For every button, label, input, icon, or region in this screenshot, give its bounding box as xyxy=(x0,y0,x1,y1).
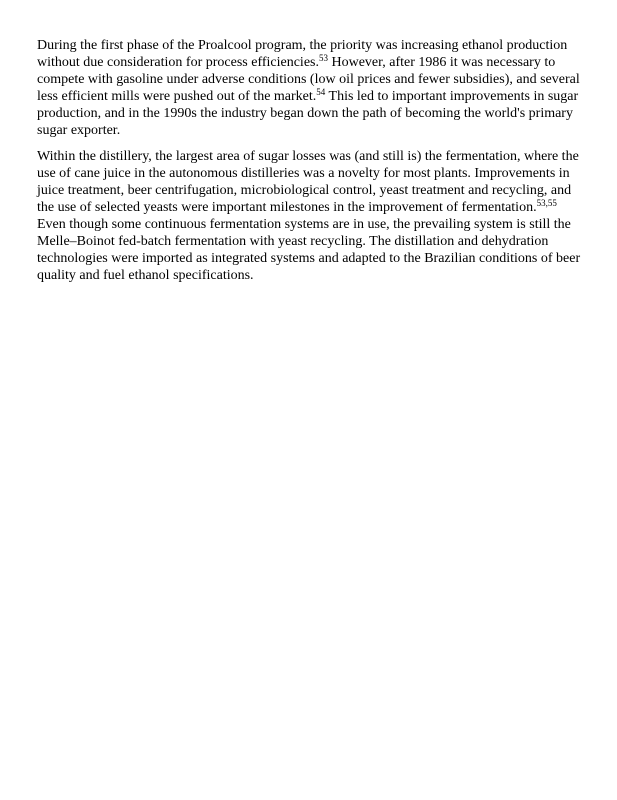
paragraph-distillery xyxy=(37,148,585,284)
citation-superscript: 53 xyxy=(318,53,328,64)
citation-superscript: 53,55 xyxy=(536,198,557,209)
paragraph-proalcool-phase xyxy=(37,37,585,139)
paragraph-text: During the first phase of the Proalcool program, the priority was increasing ethanol production without due consideration for process efficiencies. xyxy=(37,38,568,70)
paragraph-text: However, after 1986 it was necessary to compete with gasoline under adverse conditions (low oil prices and fewer subsidies), and several less efficient mills were pushed out of the market. xyxy=(37,55,580,104)
paragraph-text: This led to important improvements in sugar production, and in the 1990s the industry began down the path of becoming the world's primary sugar exporter. xyxy=(37,89,579,138)
paragraph-text: Within the distillery, the largest area of sugar losses was (and still is) the fermentation, where the use of cane juice in the autonomous distilleries was a novelty for most plants. Improvements in juice treatment, beer centrifugation, microbiological control, yeast treatment and recycling, and the use of selected yeasts were important milestones in the improvement of fermentation. xyxy=(37,149,579,215)
document-page xyxy=(37,37,585,293)
paragraph-text: Even though some continuous fermentation systems are in use, the prevailing system is still the Melle–Boinot fed-batch fermentation with yeast recycling. The distillation and dehydration technologies were imported as integrated systems and adapted to the Brazilian conditions of beer quality and fuel ethanol specifications. xyxy=(37,217,581,283)
citation-superscript: 54 xyxy=(316,87,326,98)
